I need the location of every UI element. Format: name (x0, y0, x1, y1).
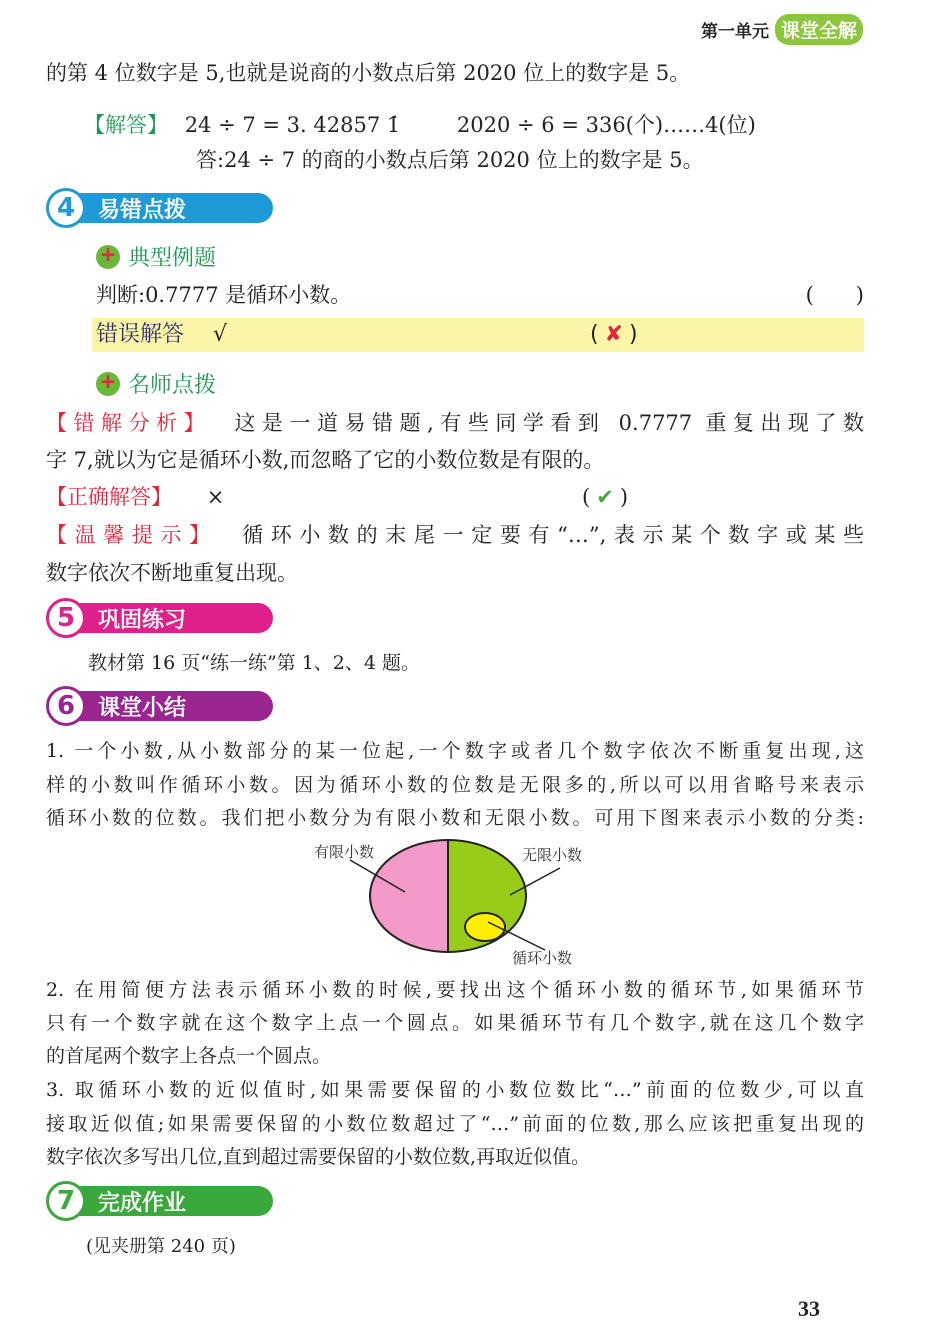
summary-line: 接取近似值;如果需要保留的小数位数超过了“…”前面的位数,那么应该把重复出现的 (46, 1113, 864, 1135)
section-6-header (46, 687, 273, 725)
tips-subheader (96, 368, 216, 399)
decimal-classification-diagram (300, 830, 620, 970)
answer-line-2: 答:24 ÷ 7 的商的小数点后第 2020 位上的数字是 5。 (196, 148, 704, 172)
wrong-answer-line: 错误解答 √ ( ✘ ) (96, 322, 638, 347)
summary-line: 3. 取循环小数的近似值时,如果需要保留的小数位数比“…”前面的位数少,可以直 (46, 1079, 864, 1101)
analysis-line (46, 408, 864, 438)
hint-label: 【温馨提示】 (46, 523, 218, 547)
summary-line: 数字依次多写出几位,直到超过需要保留的小数位数,再取近似值。 (46, 1146, 591, 1168)
answer-paren: ( ) (805, 283, 864, 307)
question-text: 判断:0.7777 是循环小数。 (96, 283, 352, 307)
summary-line: 循环小数的位数。我们把小数分为有限小数和无限小数。可用下图来表示小数的分类: (46, 807, 864, 829)
answer-eq2: 2020 ÷ 6 = 336(个)……4(位) (456, 113, 756, 137)
analysis-line-2: 字 7,就以为它是循环小数,而忽略了它的小数位数是有限的。 (46, 448, 605, 472)
section-tag: 课堂全解 (775, 14, 863, 45)
section-title: 完成作业 (78, 1186, 273, 1216)
section-number: 7 (46, 1181, 86, 1221)
summary-line: 1. 一个小数,从小数部分的某一位起,一个数字或者几个数字依次不断重复出现,这 (46, 740, 864, 762)
hint-text: 循环小数的末尾一定要有“…”,表示某个数字或某些 (242, 523, 864, 547)
repeating-label: 循环小数 (512, 949, 573, 967)
hint-line (46, 520, 864, 550)
finite-decimal-region (370, 840, 448, 952)
summary-line: 只有一个数字就在这个数字上点一个圆点。如果循环节有几个数字,就在这几个数字 (46, 1012, 864, 1034)
example-subheader (96, 241, 216, 272)
summary-line: 2. 在用简便方法表示循环小数的时候,要找出这个循环小数的循环节,如果循环节 (46, 979, 864, 1001)
answer-label: 【解答】 (84, 113, 168, 137)
recycle-plus-icon (96, 245, 120, 269)
analysis-text: 这是一道易错题,有些同学看到 0.7777 重复出现了数 (234, 411, 864, 435)
answer-eq1: 24 ÷ 7 = 3. 4̇2857 1̇ (184, 113, 401, 137)
finite-label: 有限小数 (314, 843, 375, 861)
answer-line (84, 110, 902, 140)
section-4-header (46, 189, 273, 227)
section-title: 易错点拨 (78, 193, 273, 223)
question-line (96, 280, 864, 310)
section-7-header (46, 1182, 273, 1220)
text-line: 的第 4 位数字是 5,也就是说商的小数点后第 2020 位上的数字是 5。 (46, 61, 691, 85)
subheader-text: 名师点拨 (128, 373, 217, 398)
correct-mark: × (206, 485, 225, 509)
running-header (701, 14, 863, 45)
wrong-label: 错误解答 (96, 322, 185, 347)
homework-text: (见夹册第 240 页) (86, 1236, 236, 1257)
summary-line: 样的小数叫作循环小数。因为循环小数的位数是无限多的,所以可以用省略号来表示 (46, 774, 864, 796)
summary-line: 的首尾两个数字上各点一个圆点。 (46, 1045, 332, 1067)
section-5-header (46, 599, 273, 637)
exercise-text: 教材第 16 页“练一练”第 1、2、4 题。 (88, 652, 421, 674)
unit-label: 第一单元 (700, 22, 769, 42)
page-number: 33 (798, 1296, 820, 1321)
infinite-label: 无限小数 (522, 846, 583, 864)
section-number: 4 (46, 188, 86, 228)
section-title: 巩固练习 (78, 603, 273, 633)
wrong-mark: √ (213, 322, 228, 347)
cross-icon: ✘ (604, 322, 624, 347)
correct-line: 【正确解答】 × ( ✔ ) (46, 485, 629, 509)
section-number: 6 (46, 686, 86, 726)
hint-line-2: 数字依次不断地重复出现。 (46, 561, 298, 585)
correct-label: 【正确解答】 (46, 485, 172, 509)
section-number: 5 (46, 598, 86, 638)
recycle-plus-icon (96, 372, 120, 396)
analysis-label: 【错解分析】 (46, 411, 212, 435)
check-icon: ✔ (596, 485, 614, 509)
subheader-text: 典型例题 (128, 246, 217, 271)
section-title: 课堂小结 (78, 691, 273, 721)
